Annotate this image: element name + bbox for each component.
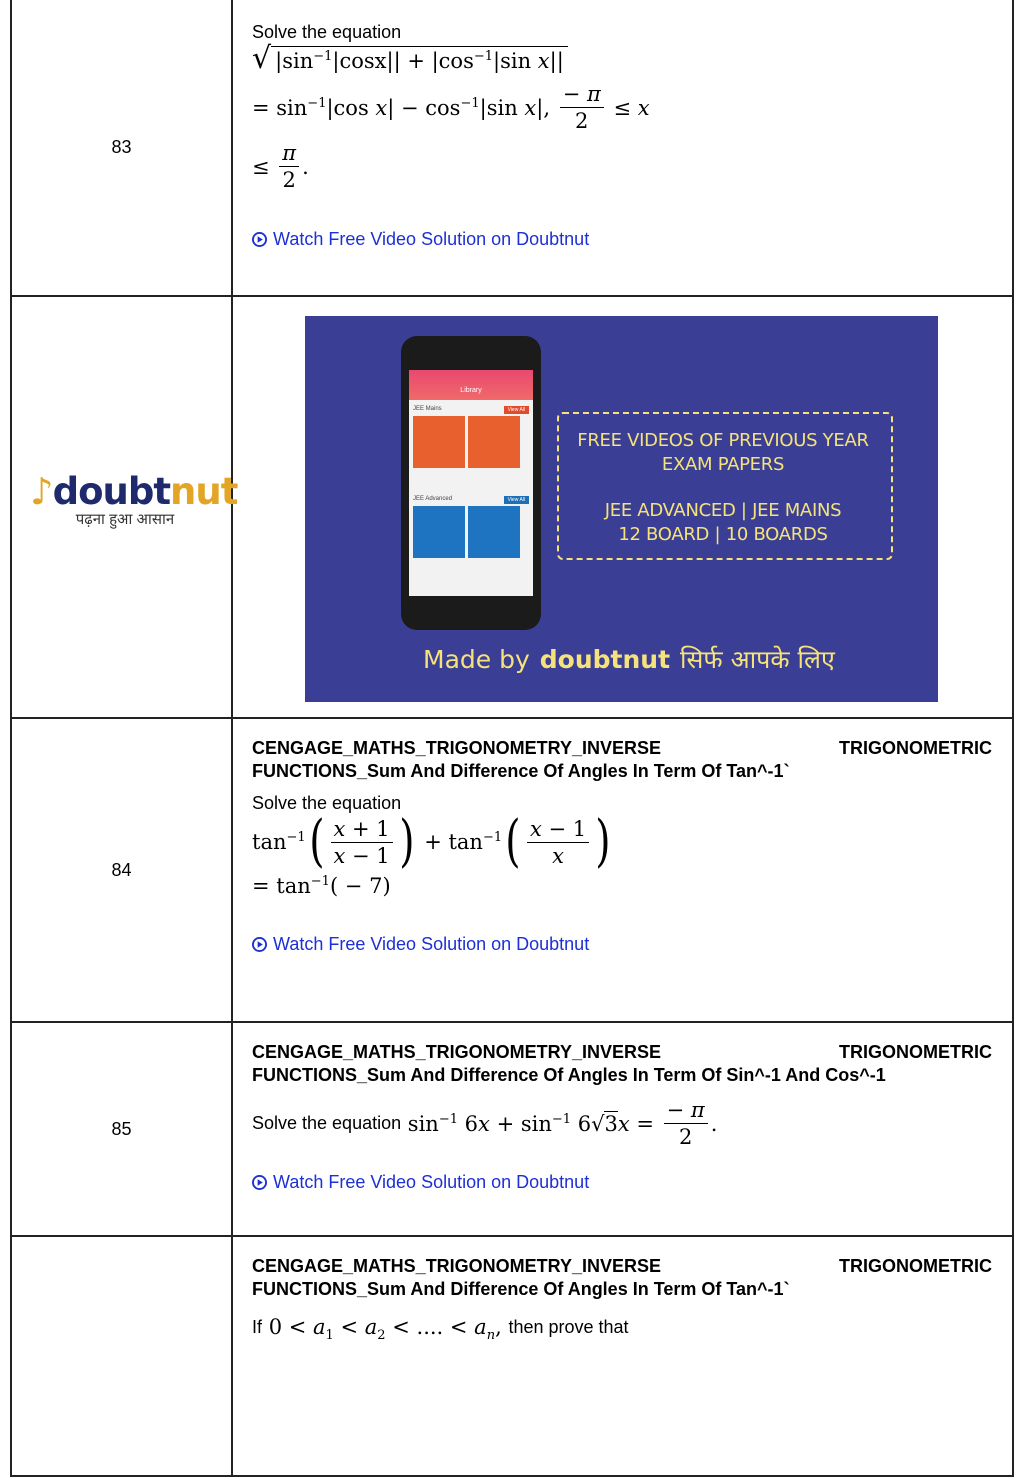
watch-video-label: Watch Free Video Solution on Doubtnut (273, 934, 590, 954)
banner-line-3: JEE ADVANCED | JEE MAINS (604, 500, 842, 521)
question-number: 83 (11, 0, 232, 296)
equation-line-1: If $0 < a_1 < a_2$ < .... < $a_n$, then prove that (252, 1315, 629, 1344)
question-intro: Solve the equation (252, 22, 402, 42)
question-table-frame (10, 0, 1014, 1458)
play-circle-icon (252, 1175, 267, 1190)
play-circle-icon (252, 232, 267, 247)
equation-line-2: = $\tan^{-1}( - 7)$ (252, 874, 391, 898)
watch-video-link[interactable] (252, 934, 589, 955)
phone-section-title: JEE Mains (413, 406, 442, 412)
question-content (232, 1236, 1013, 1476)
phone-header: Library (409, 370, 533, 400)
watch-video-label: Watch Free Video Solution on Doubtnut (273, 1172, 590, 1192)
phone-view-all: View All (504, 496, 529, 504)
question-outro: then prove that (508, 1316, 629, 1337)
doubtnut-logo: ♪doubtnut पढ़ना हुआ आसान (30, 470, 238, 528)
question-number: 84 (11, 718, 232, 1022)
phone-section-title: JEE Advanced (413, 496, 453, 502)
question-tag: CENGAGE_MATHS_TRIGONOMETRY_INVERSE TRIGONOMETRIC FUNCTIONS_Sum And Difference Of Angles In Term Of Sin^-1 And Cos^-1 (252, 1042, 992, 1085)
watch-video-label: Watch Free Video Solution on Doubtnut (273, 229, 590, 249)
equation-line-1: Solve the equation $\sin^{-1} 6x + \sin^{-1} 6√3x$ = $\frac{- \pi}{2}$ . (252, 1098, 718, 1149)
question-content (232, 718, 1013, 1022)
made-brand: doubtnut (539, 644, 671, 674)
question-number (11, 1236, 232, 1476)
question-row-84 (11, 718, 1013, 1022)
watch-video-link[interactable] (252, 229, 589, 250)
question-row-83 (11, 0, 1013, 296)
question-row-85 (11, 1022, 1013, 1236)
phone-mockup (401, 336, 541, 630)
question-table (10, 0, 1014, 1477)
ad-banner[interactable] (305, 316, 938, 702)
question-number: 85 (11, 1022, 232, 1236)
equation-line-1: √ $|\sin^{-1}|\cos x|| + |\cos^{-1}|\sin$ x|| (252, 45, 992, 73)
made-by-line: Made by doubtnut सिर्फ आपके लिए (423, 642, 835, 676)
equation-line-3: ≤ $\frac{\pi}{2}$ . (252, 141, 309, 192)
question-intro: Solve the equation (252, 793, 402, 813)
watch-video-link[interactable] (252, 1172, 589, 1193)
phone-view-all: View All (504, 406, 529, 414)
question-intro: Solve the equation (252, 1113, 402, 1133)
question-row-86 (11, 1236, 1013, 1476)
made-hindi: सिर्फ आपके लिए (680, 645, 835, 674)
question-tag: CENGAGE_MATHS_TRIGONOMETRY_INVERSE TRIGONOMETRIC FUNCTIONS_Sum And Difference Of Angles In Term Of Tan^-1` (252, 738, 992, 781)
banner-line-4: 12 BOARD | 10 BOARDS (618, 524, 828, 545)
question-tag: CENGAGE_MATHS_TRIGONOMETRY_INVERSE TRIGONOMETRIC FUNCTIONS_Sum And Difference Of Angles In Term Of Tan^-1` (252, 1256, 992, 1299)
phone-screen (409, 370, 533, 596)
banner-line-1: FREE VIDEOS OF PREVIOUS YEAR (577, 430, 869, 451)
banner-line-2: EXAM PAPERS (661, 454, 785, 475)
play-circle-icon (252, 937, 267, 952)
equation-line-1: $\tan^{-1}$ ( $\frac{x + 1}{x - 1}$ ) + $\tan^{-1}$ ( $\frac{x - 1}{x}$ ) (252, 809, 611, 874)
question-content (232, 1022, 1013, 1236)
question-content (232, 0, 1013, 296)
question-intro: If (252, 1316, 263, 1337)
logo-tagline: पढ़ना हुआ आसान (75, 511, 175, 528)
doubtnut-mark-icon: ♪ (30, 470, 53, 513)
equation-line-2: = $\sin^{-1}|\cos$ $x| - \cos^{-1}|\sin$ x|, $\frac{- \pi}{2}$ ≤ x (252, 82, 650, 133)
